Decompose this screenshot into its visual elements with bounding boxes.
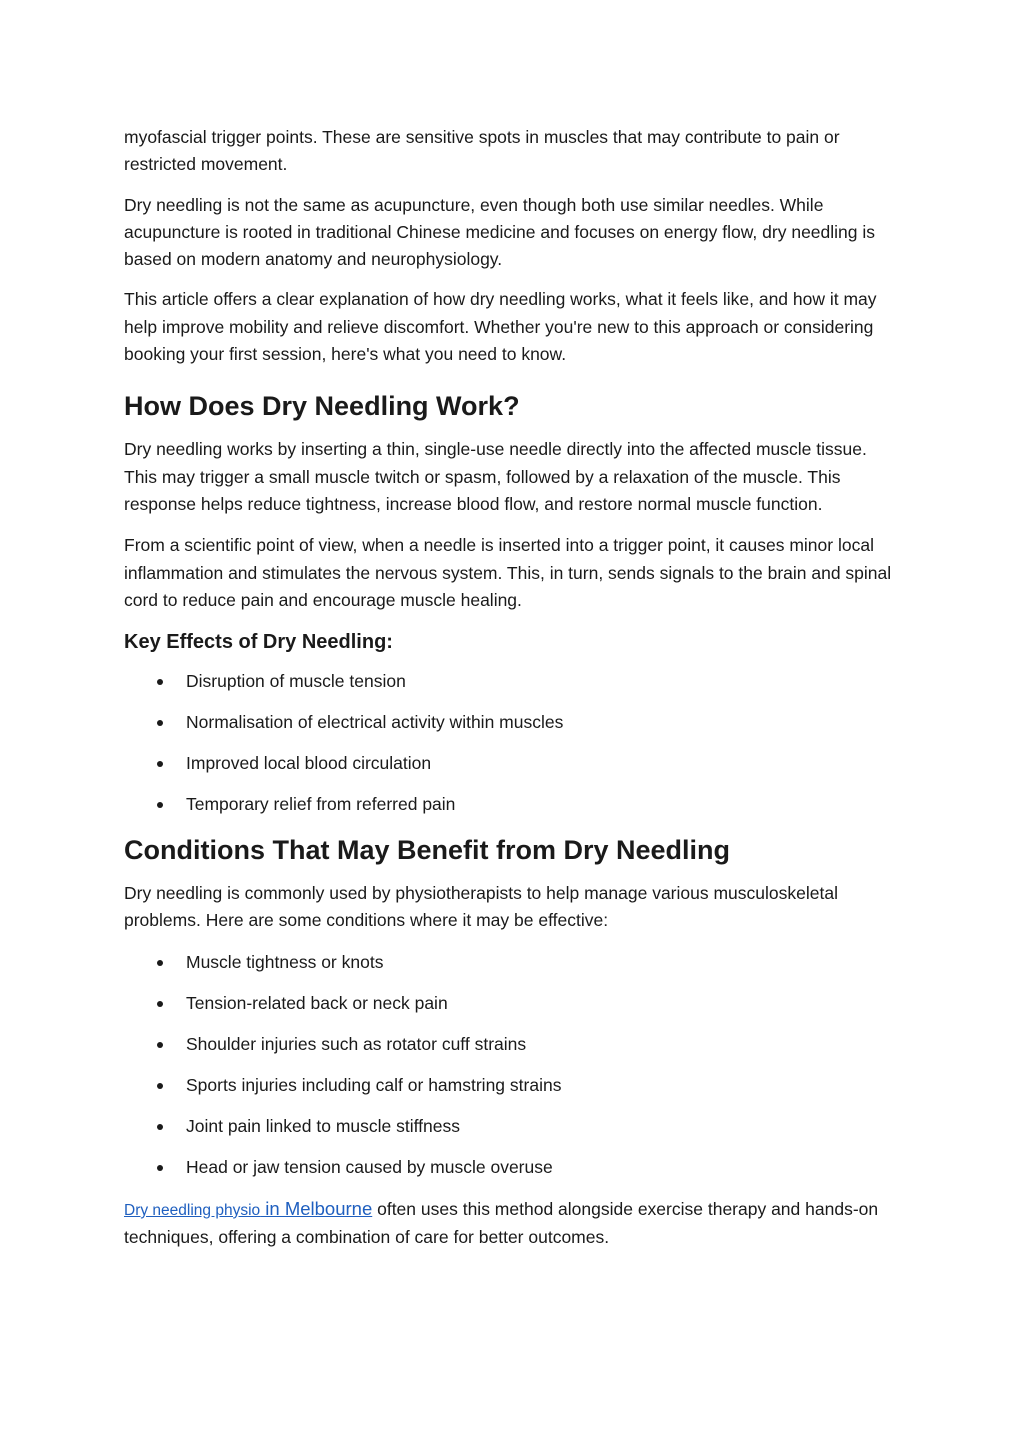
intro-paragraph-2: Dry needling is not the same as acupuncture, even though both use similar needles. While acupuncture is rooted in traditional Chinese medicine and focuses on energy flow, dry needling is based on modern anatomy and neurophysiology. — [124, 194, 876, 270]
link-text-part-2: in Melbourne — [260, 1197, 373, 1219]
list-item-text: Sports injuries including calf or hamstring strains — [186, 1074, 562, 1095]
conditions-heading: Conditions That May Benefit from Dry Needling — [124, 835, 731, 866]
list-item — [124, 1031, 904, 1058]
bullet-icon — [157, 679, 163, 685]
list-item-text: Joint pain linked to muscle stiffness — [186, 1115, 460, 1136]
list-item — [124, 709, 904, 736]
list-item — [124, 1113, 904, 1140]
list-item — [124, 990, 904, 1017]
intro-paragraph-1: myofascial trigger points. These are sensitive spots in muscles that may contribute to pain or restricted movement. — [124, 127, 840, 175]
bullet-icon — [157, 1083, 163, 1089]
list-item-text: Temporary relief from referred pain — [186, 794, 456, 815]
bullet-icon — [157, 720, 163, 726]
key-effects-list — [124, 668, 904, 818]
closing-paragraph — [124, 1195, 904, 1252]
conditions-list — [124, 949, 904, 1181]
how-it-works-paragraph-2: From a scientific point of view, when a needle is inserted into a trigger point, it causes minor local inflammation and stimulates the nervous system. This, in turn, sends signals to the brain and spinal cord to reduce pain and encourage muscle healing. — [124, 535, 892, 610]
bullet-icon — [157, 1165, 163, 1171]
document-page — [124, 124, 904, 1251]
list-item-text: Shoulder injuries such as rotator cuff strains — [186, 1033, 527, 1054]
bullet-icon — [157, 960, 163, 966]
bullet-icon — [157, 1001, 163, 1007]
bullet-icon — [157, 802, 163, 808]
list-item — [124, 791, 904, 818]
list-item-text: Disruption of muscle tension — [186, 671, 406, 692]
closing-text: often uses this method alongside exercise therapy and hands-on techniques, offering a combination of care for better outcomes. — [124, 1198, 879, 1247]
list-item — [124, 1154, 904, 1181]
list-item — [124, 949, 904, 976]
bullet-icon — [157, 1042, 163, 1048]
bullet-icon — [157, 1124, 163, 1130]
list-item — [124, 668, 904, 695]
list-item-text: Improved local blood circulation — [186, 753, 432, 774]
dry-needling-physio-link[interactable] — [124, 1199, 372, 1219]
bullet-icon — [157, 761, 163, 767]
list-item-text: Head or jaw tension caused by muscle overuse — [186, 1156, 553, 1177]
how-it-works-heading: How Does Dry Needling Work? — [124, 391, 520, 422]
conditions-intro-paragraph: Dry needling is commonly used by physiotherapists to help manage various musculoskeletal problems. Here are some conditions where it may be effective: — [124, 883, 838, 931]
how-it-works-paragraph-1: Dry needling works by inserting a thin, single-use needle directly into the affected muscle tissue. This may trigger a small muscle twitch or spasm, followed by a relaxation of the muscle. This response helps reduce tightness, increase blood flow, and restore normal muscle function. — [124, 439, 867, 514]
list-item-text: Normalisation of electrical activity within muscles — [186, 712, 564, 733]
list-item-text: Tension-related back or neck pain — [186, 992, 448, 1013]
list-item — [124, 750, 904, 777]
link-text-part-1: Dry needling physio — [124, 1201, 261, 1219]
key-effects-heading: Key Effects of Dry Needling: — [124, 631, 393, 654]
list-item — [124, 1072, 904, 1099]
list-item-text: Muscle tightness or knots — [186, 951, 384, 972]
intro-paragraph-3: This article offers a clear explanation of how dry needling works, what it feels like, and how it may help improve mobility and relieve discomfort. Whether you're new to this approach or considering booking your first session, here's what you need to know. — [124, 289, 877, 365]
